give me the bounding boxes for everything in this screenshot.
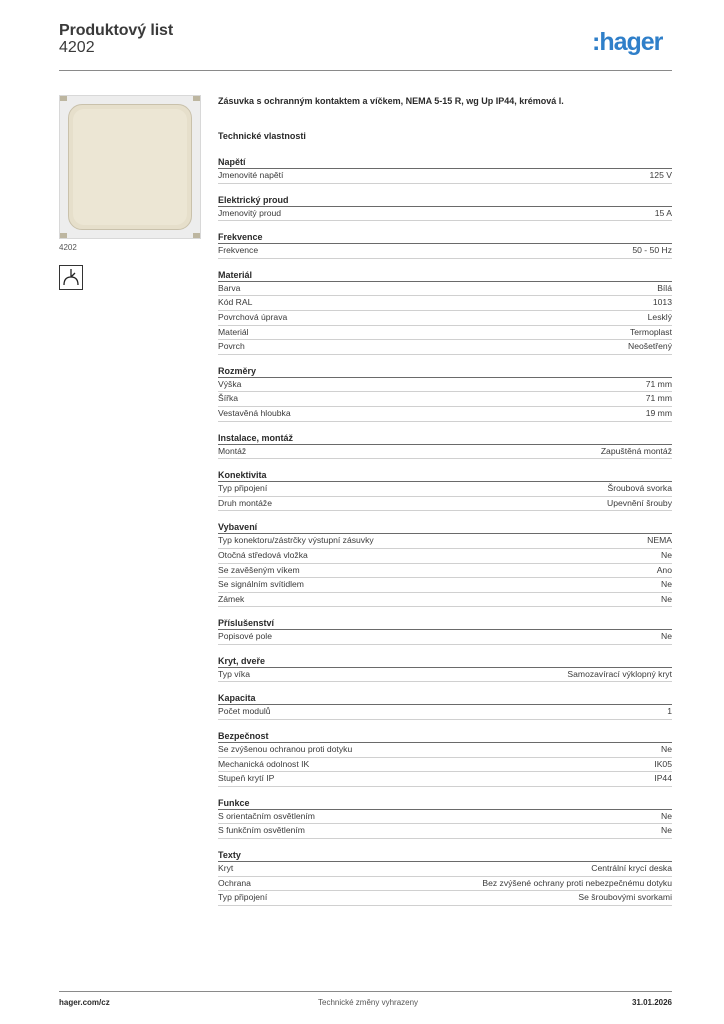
spec-section — [218, 521, 672, 607]
spec-label: Typ připojení — [218, 892, 268, 903]
spec-label: Povrchová úprava — [218, 311, 288, 322]
spec-value: Centrální krycí deska — [591, 863, 672, 874]
spec-section — [218, 730, 672, 787]
spec-row — [218, 534, 672, 549]
socket-symbol-icon — [59, 265, 83, 290]
spec-label: Typ konektoru/zástrčky výstupní zásuvky — [218, 535, 374, 546]
spec-row — [218, 445, 672, 460]
spec-row — [218, 169, 672, 184]
spec-label: Frekvence — [218, 245, 259, 256]
spec-value: Šroubová svorka — [607, 483, 672, 494]
product-details — [218, 96, 672, 916]
spec-row — [218, 282, 672, 297]
spec-label: Druh montáže — [218, 497, 272, 508]
spec-value: Samozavírací výklopný kryt — [567, 668, 672, 679]
section-title: Kryt, dveře — [218, 655, 672, 668]
image-corner — [193, 96, 200, 101]
footer-divider — [59, 991, 672, 992]
spec-label: Popisové pole — [218, 631, 272, 642]
spec-row — [218, 407, 672, 422]
product-image — [59, 95, 201, 239]
footer-note: Technické změny vyhrazeny — [318, 998, 419, 1007]
spec-label: Počet modulů — [218, 706, 271, 717]
section-title: Příslušenství — [218, 617, 672, 630]
spec-row — [218, 772, 672, 787]
header-divider — [59, 70, 672, 71]
spec-section — [218, 797, 672, 839]
spec-section — [218, 655, 672, 683]
spec-row — [218, 743, 672, 758]
spec-row — [218, 326, 672, 341]
spec-section — [218, 469, 672, 511]
spec-value: Ne — [661, 579, 672, 590]
spec-label: Materiál — [218, 326, 249, 337]
section-title: Napětí — [218, 156, 672, 169]
footer-date: 31.01.2026 — [631, 998, 672, 1007]
section-title: Rozměry — [218, 365, 672, 378]
spec-value: 125 V — [649, 170, 672, 180]
image-caption: 4202 — [59, 243, 77, 252]
spec-row — [218, 705, 672, 720]
spec-label: Jmenovité napětí — [218, 170, 284, 180]
tech-heading: Technické vlastnosti — [218, 131, 306, 141]
spec-label: Se signálním svítidlem — [218, 579, 304, 590]
section-title: Vybavení — [218, 521, 672, 534]
spec-value: 15 A — [654, 207, 672, 218]
spec-label: Kód RAL — [218, 297, 253, 308]
spec-value: IP44 — [654, 773, 672, 784]
spec-label: Se zavěšeným víkem — [218, 564, 300, 575]
section-title: Konektivita — [218, 469, 672, 482]
spec-sections — [218, 156, 672, 906]
spec-label: Otočná středová vložka — [218, 549, 308, 560]
section-title: Elektrický proud — [218, 194, 672, 207]
spec-row — [218, 891, 672, 906]
spec-label: S funkčním osvětlením — [218, 825, 305, 836]
spec-value: Ano — [656, 564, 672, 575]
spec-value: Ne — [661, 825, 672, 836]
spec-label: S orientačním osvětlením — [218, 810, 315, 821]
spec-row — [218, 578, 672, 593]
spec-row — [218, 758, 672, 773]
spec-label: Barva — [218, 282, 241, 293]
spec-label: Stupeň krytí IP — [218, 773, 275, 784]
spec-row — [218, 824, 672, 839]
spec-row — [218, 482, 672, 497]
spec-row — [218, 630, 672, 645]
spec-value: 19 mm — [645, 407, 672, 418]
page-title: Produktový list — [59, 22, 174, 39]
spec-section — [218, 692, 672, 720]
spec-value: 71 mm — [645, 393, 672, 404]
spec-value: Neošetřený — [628, 341, 672, 352]
spec-row — [218, 340, 672, 355]
spec-section — [218, 269, 672, 355]
section-title: Bezpečnost — [218, 730, 672, 743]
spec-value: 50 - 50 Hz — [632, 245, 672, 256]
spec-label: Zámek — [218, 593, 245, 604]
spec-row — [218, 877, 672, 892]
image-corner — [60, 233, 67, 238]
spec-label: Jmenovitý proud — [218, 207, 282, 218]
spec-value: Se šroubovými svorkami — [578, 892, 672, 903]
spec-label: Výška — [218, 378, 242, 389]
section-title: Texty — [218, 849, 672, 862]
spec-label: Kryt — [218, 863, 234, 874]
spec-label: Ochrana — [218, 877, 251, 888]
spec-label: Mechanická odolnost IK — [218, 758, 310, 769]
section-title: Frekvence — [218, 231, 672, 244]
spec-value: Termoplast — [629, 326, 672, 337]
spec-section — [218, 849, 672, 906]
spec-section — [218, 365, 672, 422]
spec-section — [218, 617, 672, 645]
spec-value: Upevnění šrouby — [607, 497, 672, 508]
spec-label: Se zvýšenou ochranou proti dotyku — [218, 744, 353, 755]
spec-label: Montáž — [218, 445, 247, 456]
spec-label: Typ připojení — [218, 483, 268, 494]
spec-value: IK05 — [654, 758, 672, 769]
spec-row — [218, 668, 672, 683]
socket-cover-plate — [68, 104, 192, 230]
image-corner — [193, 233, 200, 238]
spec-value: Ne — [661, 744, 672, 755]
spec-value: 71 mm — [645, 378, 672, 389]
spec-label: Typ víka — [218, 668, 250, 679]
spec-value: Ne — [661, 631, 672, 642]
spec-row — [218, 564, 672, 579]
image-corner — [60, 96, 67, 101]
spec-row — [218, 244, 672, 259]
spec-row — [218, 392, 672, 407]
spec-value: Zapuštěná montáž — [600, 445, 672, 456]
spec-section — [218, 194, 672, 222]
spec-value: Ne — [661, 549, 672, 560]
spec-label: Šířka — [218, 393, 239, 404]
section-title: Kapacita — [218, 692, 672, 705]
section-title: Funkce — [218, 797, 672, 810]
spec-value: Lesklý — [647, 311, 672, 322]
spec-value: NEMA — [647, 535, 672, 546]
spec-label: Vestavěná hloubka — [218, 407, 291, 418]
spec-row — [218, 593, 672, 608]
product-description: Zásuvka s ochranným kontaktem a víčkem, NEMA 5-15 R, wg Up IP44, krémová l. — [218, 96, 564, 106]
spec-row — [218, 378, 672, 393]
spec-row — [218, 296, 672, 311]
section-title: Instalace, montáž — [218, 432, 672, 445]
spec-row — [218, 549, 672, 564]
spec-section — [218, 231, 672, 259]
spec-value: 1013 — [652, 297, 672, 308]
spec-label: Povrch — [218, 341, 245, 352]
section-title: Materiál — [218, 269, 672, 282]
spec-row — [218, 311, 672, 326]
hager-logo: :hager — [592, 28, 663, 56]
spec-section — [218, 432, 672, 460]
spec-value: 1 — [667, 706, 672, 717]
spec-value: Bílá — [657, 282, 672, 293]
product-number: 4202 — [59, 39, 95, 56]
spec-value: Ne — [661, 810, 672, 821]
spec-row — [218, 862, 672, 877]
spec-row — [218, 207, 672, 222]
spec-row — [218, 810, 672, 825]
spec-value: Bez zvýšené ochrany proti nebezpečnému dotyku — [482, 877, 672, 888]
spec-row — [218, 497, 672, 512]
footer-website[interactable]: hager.com/cz — [59, 998, 110, 1007]
spec-section — [218, 156, 672, 184]
spec-value: Ne — [661, 593, 672, 604]
